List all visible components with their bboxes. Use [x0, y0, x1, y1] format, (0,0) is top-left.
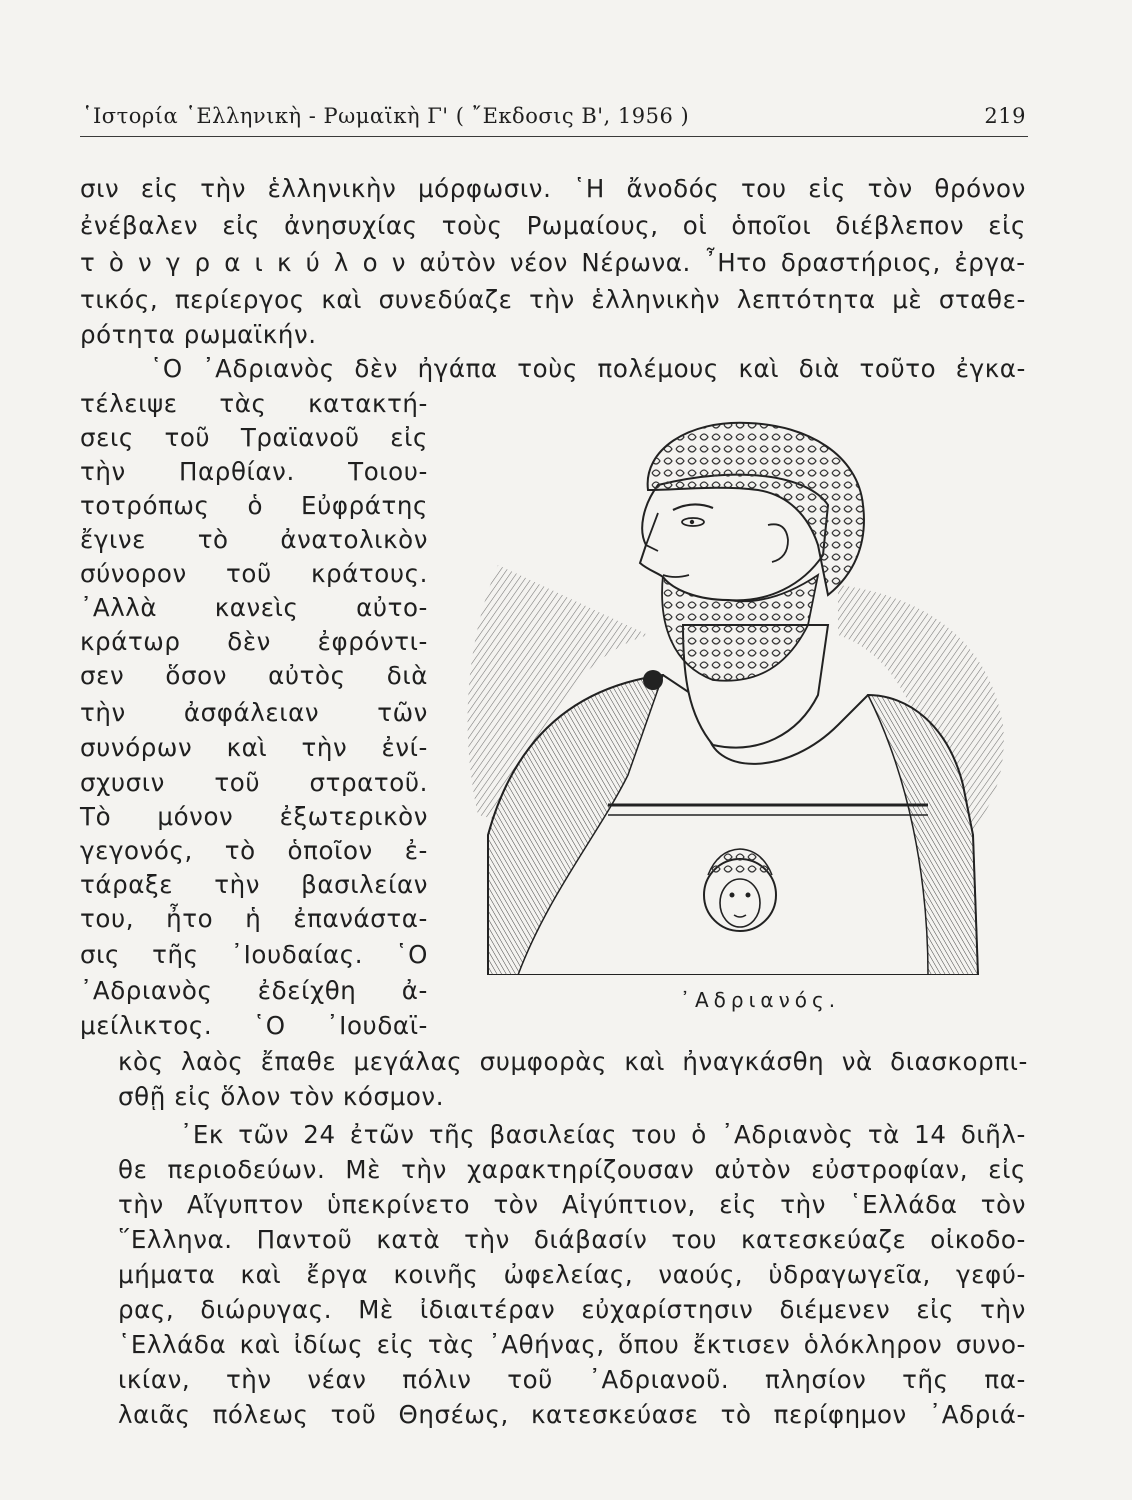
word: λαὸς: [180, 1047, 244, 1076]
word: του: [671, 1225, 718, 1254]
word: καὶ: [240, 1260, 282, 1289]
word: κατὰ: [376, 1225, 441, 1254]
text-line: [80, 489, 428, 523]
word: τὸ: [197, 525, 229, 554]
word: του: [631, 1120, 678, 1149]
word: Θησέως,: [398, 1400, 509, 1429]
word: κὸς: [118, 1047, 164, 1076]
running-header: [80, 100, 1028, 137]
word: ἐνέβαλεν: [80, 211, 199, 240]
word: ν: [391, 248, 406, 277]
word: καὶ: [321, 285, 362, 314]
word: ῾Ο: [252, 1011, 286, 1040]
word: Μὲ: [345, 1155, 382, 1184]
word: χαρακτηρίζουσαν: [466, 1155, 695, 1184]
word: διάβασίν: [533, 1225, 648, 1254]
word: σχυσιν: [80, 768, 165, 797]
text-line: [118, 1258, 1026, 1292]
text-line: [80, 938, 428, 972]
word: Εὐφράτης: [301, 491, 428, 520]
text-line: [80, 387, 428, 421]
word: περιοδεύων.: [167, 1155, 326, 1184]
word: διασκορπι-: [890, 1047, 1028, 1076]
word: ῾Ελλάδα: [849, 1190, 958, 1219]
word: σιν: [80, 174, 120, 203]
word: εἰς: [140, 174, 179, 203]
word: ᾿Ιουδαίας.: [230, 940, 364, 969]
word: συνεδύαζε: [378, 285, 513, 314]
word: τῆς: [152, 940, 199, 969]
word: ῏Ητο: [704, 248, 768, 277]
word: ᾿Ιουδαϊ-: [326, 1011, 428, 1040]
text-line: [80, 172, 1026, 206]
word: Νέρωνα.: [581, 248, 691, 277]
text-line: [80, 421, 428, 455]
word: μόρφωσιν.: [417, 174, 552, 203]
word: λαιᾶς: [118, 1400, 191, 1429]
word: νὰ: [841, 1047, 873, 1076]
text-line: [118, 1293, 1026, 1327]
word: κανεὶς: [214, 593, 299, 622]
word: ἐξωτερικὸν: [279, 802, 428, 831]
word: σύνορον: [80, 559, 187, 588]
word: τικός,: [80, 285, 159, 314]
word: τὴν: [464, 1225, 510, 1254]
word: σις: [80, 940, 120, 969]
word: ὠφελείας,: [503, 1260, 634, 1289]
word: τοῦ: [507, 1365, 553, 1394]
word: αὐτο-: [356, 593, 428, 622]
word: καὶ: [738, 354, 780, 383]
word: γ: [165, 248, 181, 277]
word: ἐφρόντι-: [317, 627, 428, 656]
text-line: [80, 246, 1026, 280]
word: Μὲ: [358, 1295, 394, 1324]
word: ἐργα-: [954, 248, 1026, 277]
text-line: [80, 800, 428, 834]
text-line: [118, 1223, 1026, 1257]
word: ἀσφάλειαν: [183, 698, 320, 727]
word: κοινῆς: [393, 1260, 479, 1289]
word: στρατοῦ.: [309, 768, 428, 797]
word: ᾿Αδριανὸς: [721, 1120, 854, 1149]
word: ὑδραγωγεῖα,: [768, 1260, 931, 1289]
word: γεγονός,: [80, 836, 193, 865]
word: 14: [914, 1120, 947, 1149]
word: ἄνοδός: [626, 174, 720, 203]
word: Τοιου-: [348, 457, 428, 486]
text-line: [118, 1398, 1026, 1432]
word: βασιλείαν: [301, 870, 428, 899]
bust-drawing: [458, 395, 1030, 975]
word: βασιλείας: [489, 1120, 618, 1149]
word: ᾿Αδριά-: [928, 1400, 1026, 1429]
word: κράτωρ: [80, 627, 181, 656]
word: ῾Η: [573, 174, 605, 203]
word: σταθε-: [938, 285, 1026, 314]
text-line: [80, 283, 1026, 317]
word: ν: [138, 248, 153, 277]
word: θε: [118, 1155, 148, 1184]
word: τέλειψε: [80, 389, 178, 418]
word: Ρωμαίους,: [526, 211, 659, 240]
word: νέαν: [307, 1365, 367, 1394]
word: ἠγάπα: [417, 354, 498, 383]
word: τοὺς: [517, 354, 578, 383]
text-line: [118, 1045, 1028, 1079]
text-line: [80, 557, 428, 591]
word: τοῦτο: [859, 354, 937, 383]
word: κράτους.: [310, 559, 428, 588]
word: ὁ: [247, 491, 264, 520]
word: εἰς: [916, 1295, 955, 1324]
word: ἡ: [245, 904, 262, 933]
text-line: [118, 1153, 1026, 1187]
word: πλησίον: [764, 1365, 867, 1394]
word: ἔκτισεν: [692, 1330, 791, 1359]
word: δὲν: [227, 627, 271, 656]
word: τὴν: [225, 1365, 272, 1394]
word: ῾Ο: [150, 354, 183, 383]
word: περίφημον: [773, 1400, 907, 1429]
text-line: [180, 1118, 1026, 1152]
text-line: [80, 766, 428, 800]
word: ἰδιαιτέραν: [419, 1295, 556, 1324]
word: εἰς: [988, 211, 1026, 240]
text-line: [80, 974, 428, 1008]
word: ἔπαθε: [260, 1047, 337, 1076]
word: πόλιν: [402, 1365, 472, 1394]
word: τὴν: [214, 870, 260, 899]
word: πα-: [984, 1365, 1026, 1394]
word: τὸν: [980, 1190, 1026, 1219]
word: πόλεως: [212, 1400, 309, 1429]
word: α: [224, 248, 241, 277]
word: τὰς: [219, 389, 267, 418]
word: ὁ: [691, 1120, 707, 1149]
word: εἰς: [808, 174, 846, 203]
word: ἀνησυχίας: [284, 211, 418, 240]
word: ὸ: [108, 248, 125, 277]
word: πολέμους: [597, 354, 719, 383]
word: τῶν: [238, 1120, 289, 1149]
word: Παντοῦ: [256, 1225, 353, 1254]
text-line: σθῇ εἰς ὅλον τὸν κόσμον.: [118, 1082, 445, 1111]
word: τὴν: [401, 1155, 447, 1184]
text-line: [80, 209, 1026, 243]
word: ἐδείχθη: [257, 976, 357, 1005]
word: ἔγινε: [80, 525, 146, 554]
word: σεν: [80, 661, 125, 690]
word: ναούς,: [658, 1260, 744, 1289]
word: ῾Ελλάδα: [118, 1330, 227, 1359]
word: διώρυγας.: [200, 1295, 333, 1324]
figure-caption: ᾿Αδριανός.: [680, 988, 841, 1012]
word: ἠναγκάσθη: [682, 1047, 825, 1076]
word: καὶ: [239, 1330, 281, 1359]
word: μείλικτος.: [80, 1011, 213, 1040]
word: Τραϊανοῦ: [240, 423, 360, 452]
word: διῆλ-: [960, 1120, 1026, 1149]
word: τῆς: [428, 1120, 476, 1149]
word: ὁποῖοι: [731, 211, 812, 240]
word: τὸν: [493, 1190, 539, 1219]
word: ικίαν,: [118, 1365, 191, 1394]
word: τὴν: [80, 457, 126, 486]
word: μόνον: [157, 802, 234, 831]
text-line: [118, 1188, 1026, 1222]
word: ρ: [194, 248, 211, 277]
word: τὴν: [301, 733, 348, 762]
word: τὸν: [867, 174, 913, 203]
word: διὰ: [386, 661, 428, 690]
text-line: [80, 731, 428, 765]
word: τ: [80, 248, 96, 277]
text-line: [80, 523, 428, 557]
word: του,: [80, 904, 135, 933]
word: εἰς: [719, 1190, 757, 1219]
word: λ: [333, 248, 350, 277]
hadrian-bust-illustration: [458, 395, 1030, 1040]
word: ὁλόκληρον: [803, 1330, 943, 1359]
word: 24: [303, 1120, 336, 1149]
word: Παρθίαν.: [179, 457, 295, 486]
word: τάραξε: [80, 870, 174, 899]
word: ἐτῶν: [349, 1120, 415, 1149]
word: καὶ: [226, 733, 268, 762]
word: τὴν: [780, 1190, 826, 1219]
word: συνόρων: [80, 733, 193, 762]
word: τοῦ: [226, 559, 272, 588]
word: τὸ: [224, 836, 256, 865]
word: ὑπεκρίνετο: [327, 1190, 471, 1219]
text-line: [80, 868, 428, 902]
word: τὴν: [200, 174, 246, 203]
word: τὰ: [867, 1120, 900, 1149]
word: ι: [254, 248, 264, 277]
word: κατεσκεύασε: [531, 1400, 699, 1429]
word: ύ: [305, 248, 321, 277]
word: ὁποῖον: [287, 836, 373, 865]
word: τὸ: [720, 1400, 752, 1429]
word: εἰς: [390, 423, 428, 452]
word: οἰκοδο-: [930, 1225, 1026, 1254]
word: νέον: [509, 248, 568, 277]
word: ἑλληνικὴν: [591, 285, 721, 314]
word: μεγάλας: [353, 1047, 463, 1076]
word: μὲ: [892, 285, 923, 314]
word: τοῦ: [330, 1400, 377, 1429]
text-line: ρότητα ρωμαϊκήν.: [80, 320, 317, 349]
word: τὰς: [427, 1330, 475, 1359]
text-line: [80, 834, 428, 868]
word: ὅπου: [618, 1330, 680, 1359]
word: εἰς: [988, 1155, 1026, 1184]
word: του: [740, 174, 787, 203]
word: τὴν: [529, 285, 575, 314]
word: ῾Ο: [395, 940, 428, 969]
word: Τὸ: [80, 802, 112, 831]
word: δραστήριος,: [780, 248, 941, 277]
word: κατεσκεύαζε: [741, 1225, 907, 1254]
word: αὐτὸν: [419, 248, 497, 277]
word: λεπτότητα: [736, 285, 876, 314]
text-line: [80, 591, 428, 625]
word: τοτρόπως: [80, 491, 210, 520]
word: αὐτὸς: [268, 661, 346, 690]
word: οἱ: [682, 211, 708, 240]
word: συμφορὰς: [479, 1047, 607, 1076]
header-title: ῾Ιστορία ῾Ελληνικὴ - Ρωμαϊκὴ Γ' ( ῎Εκδοσις Β', 1956 ): [82, 104, 690, 128]
text-line: [150, 352, 1026, 386]
word: σεις: [80, 423, 134, 452]
word: εἰς: [376, 1330, 415, 1359]
word: διέμενεν: [779, 1295, 891, 1324]
word: κ: [276, 248, 293, 277]
word: ῞Ελληνα.: [118, 1225, 233, 1254]
word: ἐπανάστα-: [293, 904, 428, 933]
word: καὶ: [624, 1047, 666, 1076]
word: εὐστροφίαν,: [811, 1155, 969, 1184]
word: συνο-: [955, 1330, 1026, 1359]
text-line: [80, 625, 428, 659]
word: τοῦ: [214, 768, 261, 797]
word: ᾿Αθήνας,: [488, 1330, 605, 1359]
page-number: 219: [984, 104, 1026, 128]
text-line: [118, 1328, 1026, 1362]
word: Αἴγυπτον: [187, 1190, 304, 1219]
text-line: [80, 1009, 428, 1043]
word: εὐχαρίστησιν: [581, 1295, 754, 1324]
word: τῆς: [902, 1365, 949, 1394]
word: ἀ-: [401, 976, 428, 1005]
word: δὲν: [354, 354, 399, 383]
word: ᾿Εκ: [180, 1120, 224, 1149]
text-line: [80, 902, 428, 936]
text-line: [80, 659, 428, 693]
word: τῶν: [377, 698, 428, 727]
word: ἔργα: [306, 1260, 369, 1289]
word: μήματα: [118, 1260, 216, 1289]
word: τὴν: [80, 698, 126, 727]
word: ᾿Αδριανὸς: [80, 976, 213, 1005]
word: ὅσον: [165, 661, 227, 690]
word: αὐτὸν: [714, 1155, 792, 1184]
text-line: [118, 1363, 1026, 1397]
word: ἑλληνικὴν: [267, 174, 397, 203]
word: ρας,: [118, 1295, 175, 1324]
word: ἐνί-: [381, 733, 428, 762]
word: ᾿Αλλὰ: [80, 593, 158, 622]
word: κατακτή-: [308, 389, 428, 418]
word: ο: [362, 248, 379, 277]
word: ἀνατολικὸν: [280, 525, 428, 554]
word: τὴν: [118, 1190, 164, 1219]
word: Αἰγύπτιον,: [561, 1190, 696, 1219]
word: ᾿Αδριανὸς: [202, 354, 335, 383]
word: τοὺς: [441, 211, 503, 240]
word: ἐ-: [404, 836, 428, 865]
word: διὰ: [798, 354, 840, 383]
word: εἰς: [222, 211, 261, 240]
word: τὴν: [980, 1295, 1026, 1324]
word: ἰδίως: [293, 1330, 364, 1359]
word: περίεργος: [174, 285, 305, 314]
text-line: [80, 696, 428, 730]
word: ἦτο: [166, 904, 214, 933]
word: διέβλεπον: [835, 211, 965, 240]
word: ἐγκα-: [955, 354, 1026, 383]
word: ᾿Αδριανοῦ.: [588, 1365, 730, 1394]
word: θρόνον: [934, 174, 1026, 203]
word: γεφύ-: [956, 1260, 1026, 1289]
word: τοῦ: [164, 423, 211, 452]
text-line: [80, 455, 428, 489]
